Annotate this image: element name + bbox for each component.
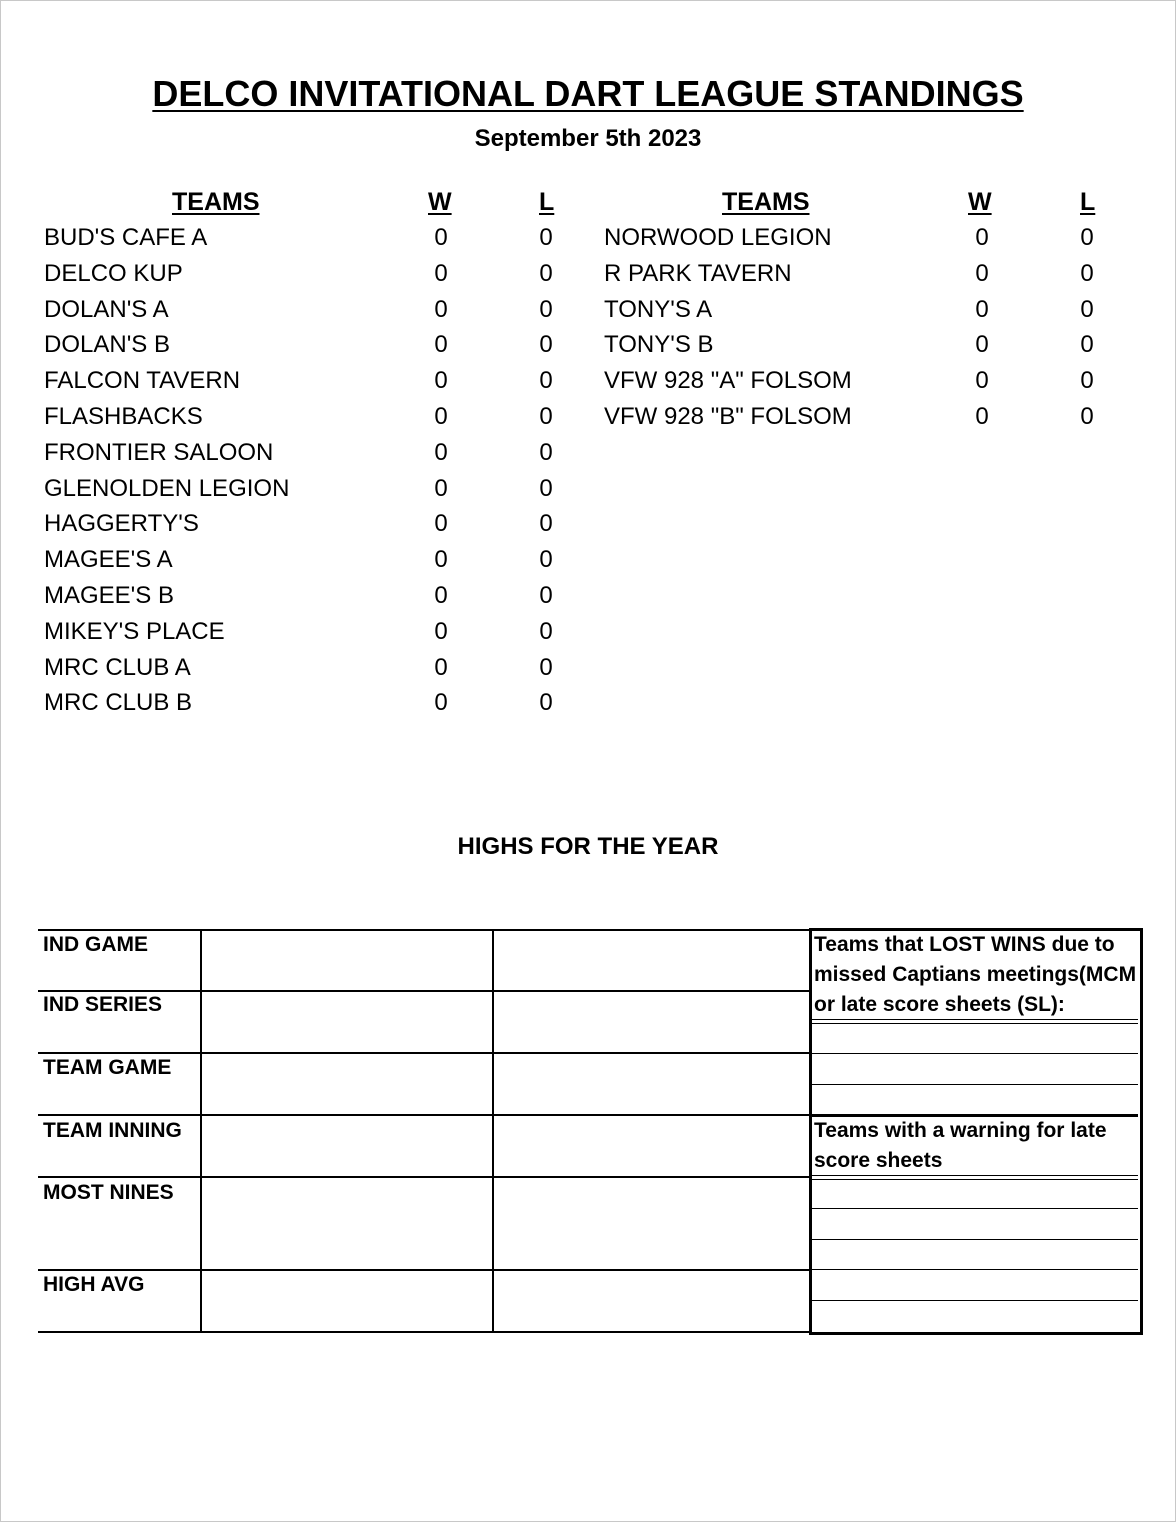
highs-title: HIGHS FOR THE YEAR xyxy=(457,833,719,860)
team-losses: 0 xyxy=(539,474,553,502)
highs-grid-line xyxy=(38,1176,810,1178)
notes-line xyxy=(812,1239,1138,1240)
team-wins: 0 xyxy=(975,295,989,323)
notes-line xyxy=(812,1175,1138,1176)
category-ind-series: IND SERIES xyxy=(43,993,163,1016)
team-wins: 0 xyxy=(975,367,989,395)
standings-row xyxy=(0,685,1176,721)
highs-grid-line xyxy=(38,1052,810,1054)
team-losses: 0 xyxy=(1080,367,1094,395)
standings-row xyxy=(0,471,1176,507)
team-name: MRC CLUB A xyxy=(44,653,191,681)
team-wins: 0 xyxy=(434,331,448,359)
team-name: VFW 928 "A" FOLSOM xyxy=(604,367,852,395)
team-losses: 0 xyxy=(539,510,553,538)
team-losses: 0 xyxy=(539,367,553,395)
lost-wins-note: Teams that LOST WINS due to missed Captians meetings(MCM or late score sheets (SL): xyxy=(814,933,1137,1016)
team-losses: 0 xyxy=(539,295,553,323)
team-name: GLENOLDEN LEGION xyxy=(44,474,290,502)
right-wins-header: W xyxy=(968,188,992,216)
team-name: R PARK TAVERN xyxy=(604,259,792,287)
team-losses: 0 xyxy=(539,653,553,681)
standings-row xyxy=(0,506,1176,542)
standings-row xyxy=(0,220,1176,256)
notes-line xyxy=(812,1053,1138,1054)
team-wins: 0 xyxy=(434,546,448,574)
notes-line xyxy=(812,1179,1138,1180)
team-name: HAGGERTY'S xyxy=(44,510,199,538)
category-high-avg: HIGH AVG xyxy=(43,1273,145,1296)
notes-line xyxy=(812,1208,1138,1209)
team-name: MIKEY'S PLACE xyxy=(44,617,225,645)
standings-row xyxy=(0,435,1176,471)
team-losses: 0 xyxy=(539,546,553,574)
standings-row xyxy=(0,614,1176,650)
notes-line xyxy=(812,1269,1138,1270)
team-losses: 0 xyxy=(539,331,553,359)
left-wins-header: W xyxy=(428,188,452,216)
left-losses-header: L xyxy=(539,188,555,216)
team-wins: 0 xyxy=(434,617,448,645)
standings-row xyxy=(0,327,1176,363)
category-team-game: TEAM GAME xyxy=(43,1056,172,1079)
team-name: BUD'S CAFE A xyxy=(44,224,208,251)
team-losses: 0 xyxy=(539,438,553,466)
highs-grid-divider xyxy=(492,929,494,1332)
notes-line xyxy=(812,1300,1138,1301)
team-losses: 0 xyxy=(1080,224,1094,251)
standings-row xyxy=(0,578,1176,614)
team-wins: 0 xyxy=(434,224,448,251)
team-wins: 0 xyxy=(434,474,448,502)
team-losses: 0 xyxy=(539,403,553,430)
team-losses: 0 xyxy=(539,259,553,287)
category-ind-game: IND GAME xyxy=(43,933,148,956)
notes-line xyxy=(812,1084,1138,1085)
standings-row xyxy=(0,292,1176,328)
team-losses: 0 xyxy=(539,617,553,645)
warning-note: Teams with a warning for late score sheets xyxy=(814,1119,1107,1172)
standings-row xyxy=(0,650,1176,686)
team-wins: 0 xyxy=(434,438,448,466)
right-teams-header: TEAMS xyxy=(722,188,810,216)
team-name: VFW 928 "B" FOLSOM xyxy=(604,403,852,430)
team-name: TONY'S A xyxy=(604,295,713,323)
team-wins: 0 xyxy=(434,259,448,287)
highs-grid-line xyxy=(38,1269,810,1271)
highs-grid-line xyxy=(38,1114,810,1116)
standings-date: September 5th 2023 xyxy=(474,125,702,152)
team-name: NORWOOD LEGION xyxy=(604,224,832,251)
team-losses: 0 xyxy=(1080,331,1094,359)
standings-row xyxy=(0,399,1176,435)
category-team-inning: TEAM INNING xyxy=(43,1119,182,1142)
standings-row xyxy=(0,542,1176,578)
team-wins: 0 xyxy=(975,331,989,359)
notes-line xyxy=(812,1019,1138,1020)
team-losses: 0 xyxy=(539,582,553,609)
team-wins: 0 xyxy=(434,653,448,681)
team-losses: 0 xyxy=(539,224,553,251)
category-most-nines: MOST NINES xyxy=(43,1181,174,1204)
team-name: FALCON TAVERN xyxy=(44,367,241,395)
standings-row xyxy=(0,363,1176,399)
team-name: DOLAN'S A xyxy=(44,295,169,323)
standings-row xyxy=(0,256,1176,292)
team-name: FLASHBACKS xyxy=(44,403,203,430)
highs-grid-bottom xyxy=(38,1331,810,1333)
team-wins: 0 xyxy=(975,259,989,287)
team-losses: 0 xyxy=(1080,295,1094,323)
notes-line xyxy=(812,1023,1138,1024)
team-name: FRONTIER SALOON xyxy=(44,438,274,466)
team-wins: 0 xyxy=(975,403,989,430)
right-losses-header: L xyxy=(1080,188,1096,216)
team-wins: 0 xyxy=(434,295,448,323)
team-name: TONY'S B xyxy=(604,331,714,359)
team-name: DOLAN'S B xyxy=(44,331,170,359)
team-losses: 0 xyxy=(1080,259,1094,287)
team-wins: 0 xyxy=(434,689,448,717)
team-name: MRC CLUB B xyxy=(44,689,193,717)
team-losses: 0 xyxy=(539,689,553,717)
page-title: DELCO INVITATIONAL DART LEAGUE STANDINGS xyxy=(152,73,1024,114)
team-name: DELCO KUP xyxy=(44,259,183,287)
team-wins: 0 xyxy=(434,367,448,395)
team-wins: 0 xyxy=(434,510,448,538)
team-name: MAGEE'S A xyxy=(44,546,173,574)
team-wins: 0 xyxy=(434,582,448,609)
team-wins: 0 xyxy=(434,403,448,430)
team-wins: 0 xyxy=(975,224,989,251)
left-teams-header: TEAMS xyxy=(172,188,260,216)
team-losses: 0 xyxy=(1080,403,1094,430)
team-name: MAGEE'S B xyxy=(44,582,174,609)
highs-grid-top xyxy=(38,929,810,931)
highs-grid-divider xyxy=(200,929,202,1332)
